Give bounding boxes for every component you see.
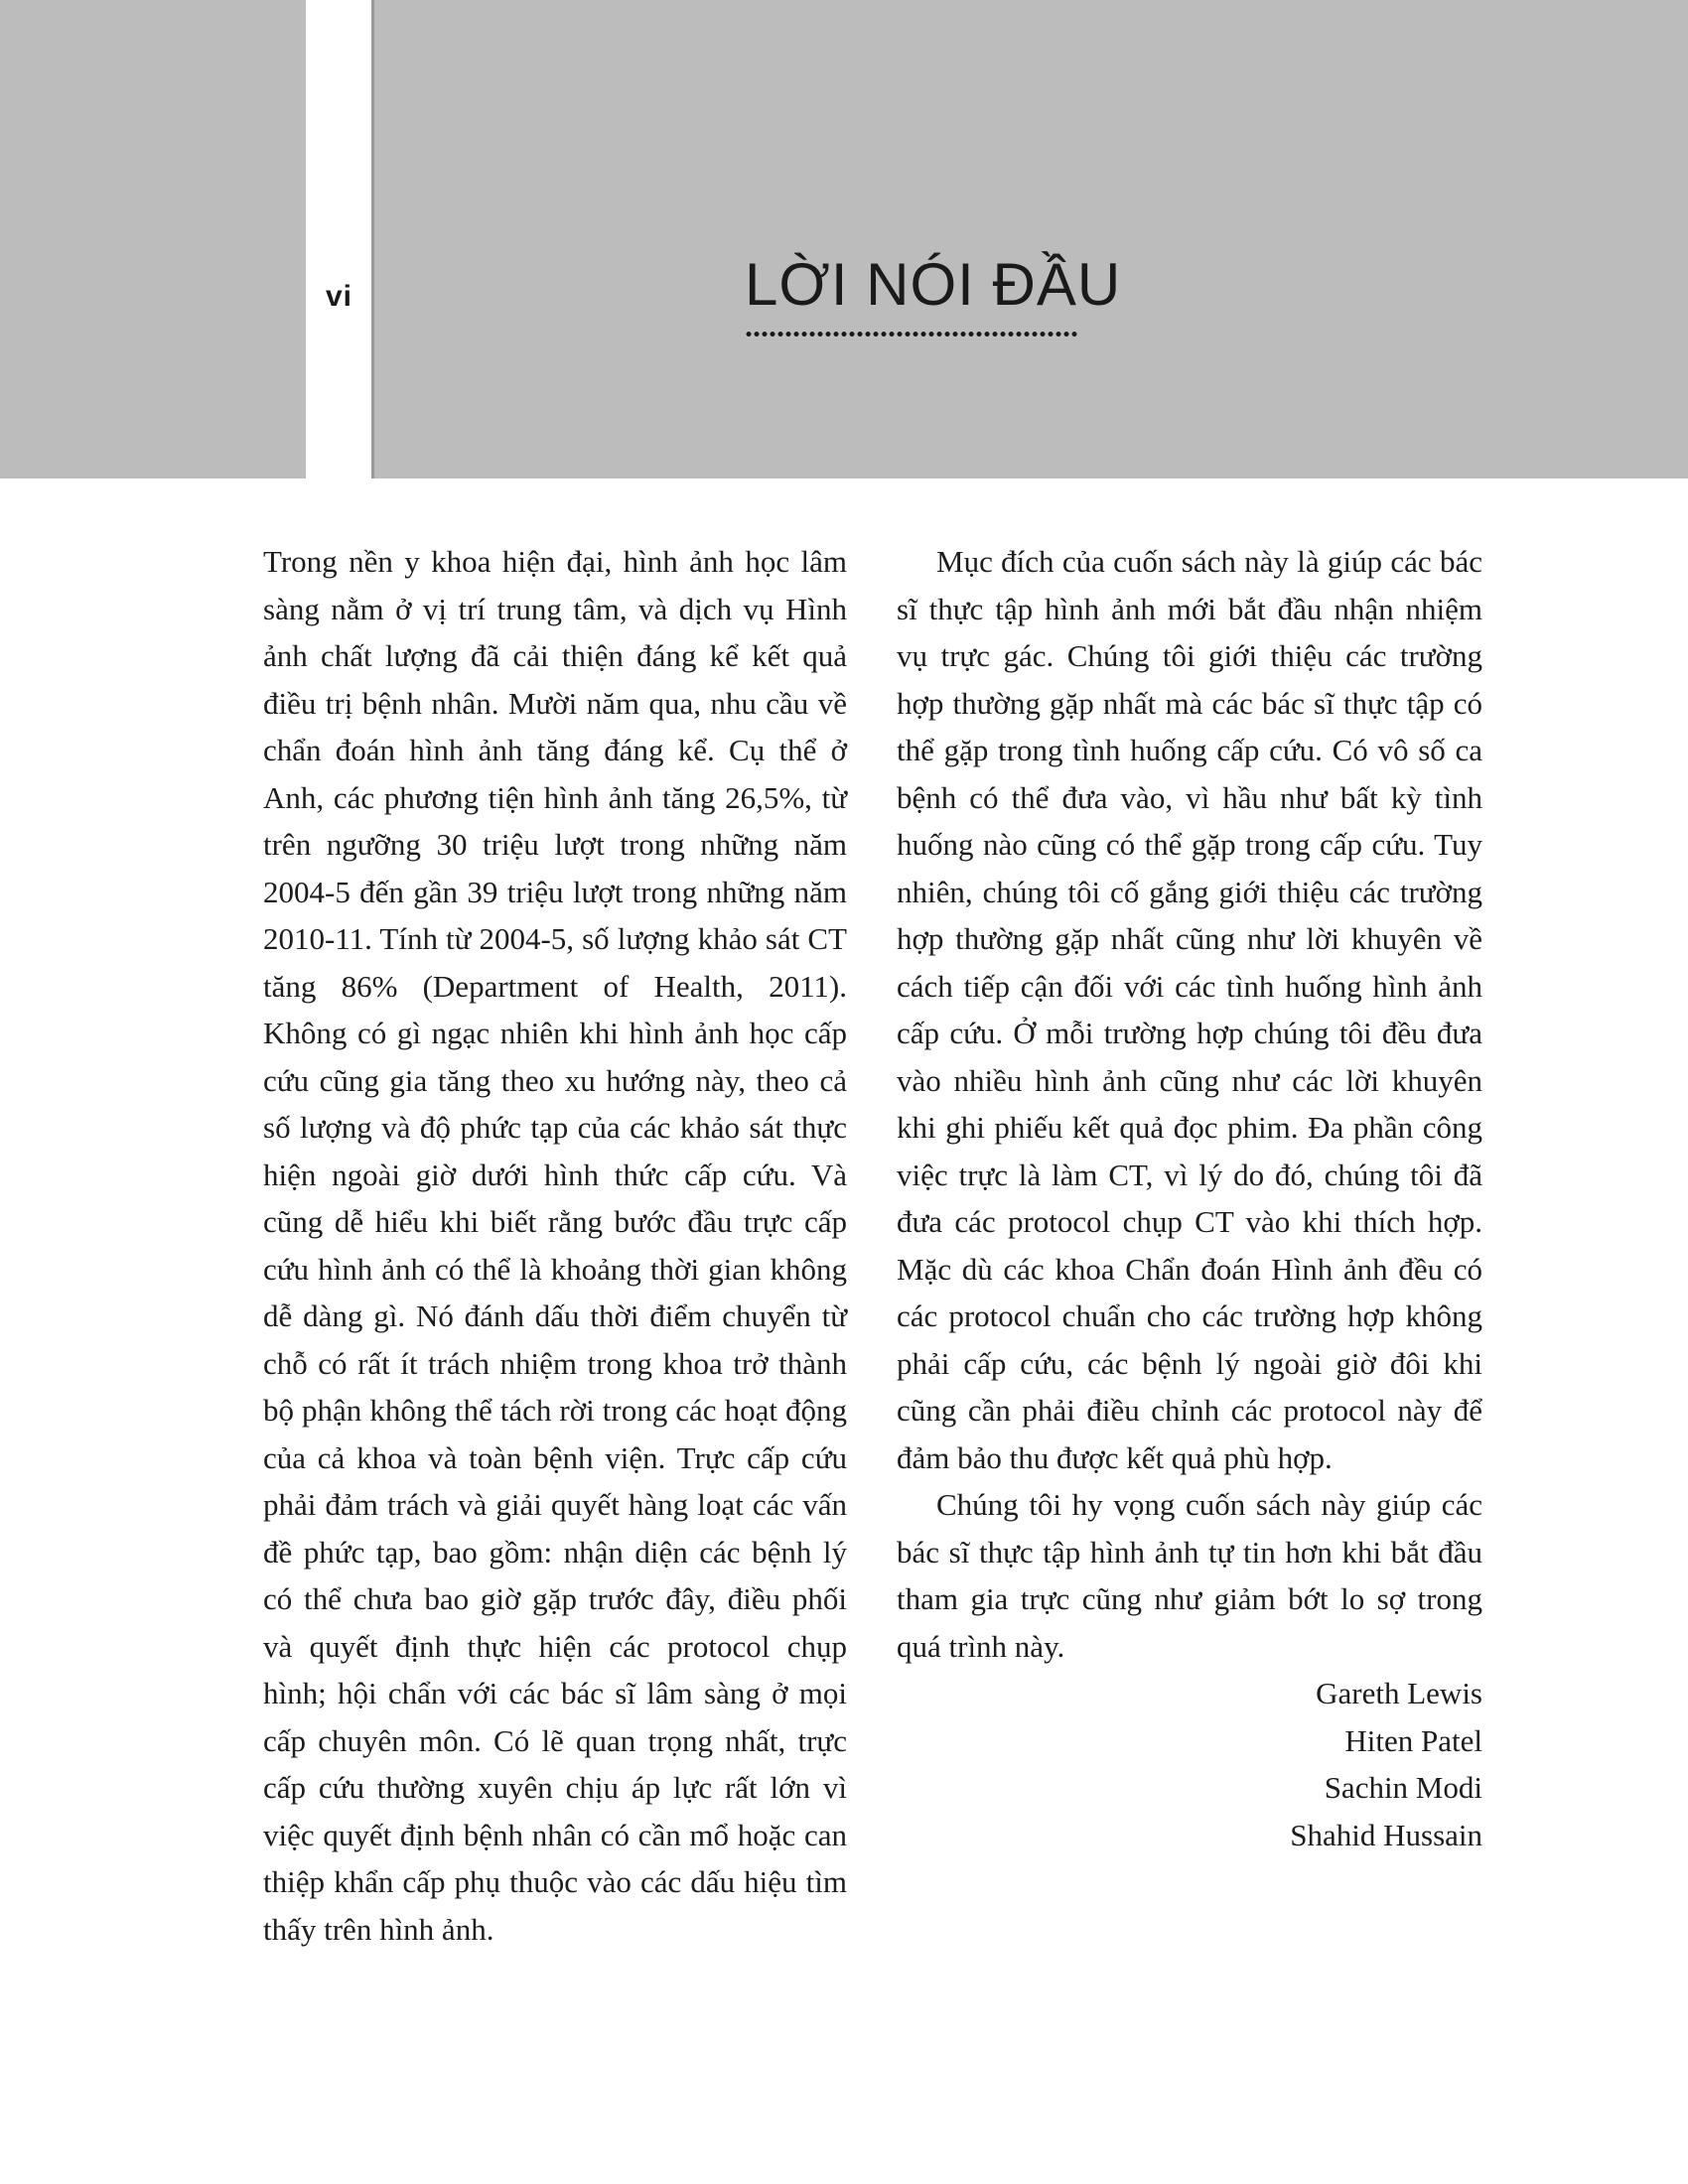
header-band: [0, 0, 1688, 478]
header-margin-gap: [306, 0, 373, 478]
body-paragraph: Chúng tôi hy vọng cuốn sách này giúp các bác sĩ thực tập hình ảnh tự tin hơn khi bắt đầu tham gia trực cũng như giảm bớt lo sợ trong quá trình này.: [897, 1487, 1482, 1664]
right-text-column: [897, 538, 1482, 1858]
chapter-title: LỜI NÓI ĐẦU: [745, 251, 1122, 318]
body-paragraph: Mục đích của cuốn sách này là giúp các bác sĩ thực tập hình ảnh mới bắt đầu nhận nhiệm vụ trực gác. Chúng tôi giới thiệu các trường hợp thường gặp nhất mà các bác sĩ thực tập có thể gặp trong tình huống cấp cứu. Có vô số ca bệnh có thể đưa vào, vì hầu như bất kỳ tình huống nào cũng có thể gặp trong cấp cứu. Tuy nhiên, chúng tôi cố gắng giới thiệu các trường hợp thường gặp nhất cũng như lời khuyên về cách tiếp cận đối với các tình huống hình ảnh cấp cứu. Ở mỗi trường hợp chúng tôi đều đưa vào nhiều hình ảnh cũng như các lời khuyên khi ghi phiếu kết quả đọc phim. Đa phần công việc trực là làm CT, vì lý do đó, chúng tôi đã đưa các protocol chụp CT vào khi thích hợp. Mặc dù các khoa Chẩn đoán Hình ảnh đều có các protocol chuẩn cho các trường hợp không phải cấp cứu, các bệnh lý ngoài giờ đôi khi cũng cần phải điều chỉnh các protocol này để đảm bảo thu được kết quả phù hợp.: [897, 544, 1482, 1475]
author-name: Hiten Patel: [1344, 1722, 1482, 1758]
page-number: vi: [326, 280, 353, 313]
author-name: Sachin Modi: [1324, 1770, 1482, 1805]
title-dotted-underline: [745, 332, 1078, 337]
author-name: Shahid Hussain: [1290, 1817, 1482, 1852]
left-text-column: [263, 538, 847, 1953]
author-name: Gareth Lewis: [1316, 1676, 1482, 1710]
author-signatures: [897, 1670, 1482, 1858]
header-divider-line: [371, 0, 374, 478]
body-paragraph: Trong nền y khoa hiện đại, hình ảnh học lâm sàng nằm ở vị trí trung tâm, và dịch vụ Hình ảnh chất lượng đã cải thiện đáng kể kết quả điều trị bệnh nhân. Mười năm qua, nhu cầu về chẩn đoán hình ảnh tăng đáng kể. Cụ thể ở Anh, các phương tiện hình ảnh tăng 26,5%, từ trên ngưỡng 30 triệu lượt trong những năm 2004-5 đến gần 39 triệu lượt trong những năm 2010-11. Tính từ 2004-5, số lượng khảo sát CT tăng 86% (Department of Health, 2011). Không có gì ngạc nhiên khi hình ảnh học cấp cứu cũng gia tăng theo xu hướng này, theo cả số lượng và độ phức tạp của các khảo sát thực hiện ngoài giờ dưới hình thức cấp cứu. Và cũng dễ hiểu khi biết rằng bước đầu trực cấp cứu hình ảnh có thể là khoảng thời gian không dễ dàng gì. Nó đánh dấu thời điểm chuyển từ chỗ có rất ít trách nhiệm trong khoa trở thành bộ phận không thể tách rời trong các hoạt động của cả khoa và toàn bệnh viện. Trực cấp cứu phải đảm trách và giải quyết hàng loạt các vấn đề phức tạp, bao gồm: nhận diện các bệnh lý có thể chưa bao giờ gặp trước đây, điều phối và quyết định thực hiện các protocol chụp hình; hội chẩn với các bác sĩ lâm sàng ở mọi cấp chuyên môn. Có lẽ quan trọng nhất, trực cấp cứu thường xuyên chịu áp lực rất lớn vì việc quyết định bệnh nhân có cần mổ hoặc can thiệp khẩn cấp phụ thuộc vào các dấu hiệu tìm thấy trên hình ảnh.: [263, 544, 847, 1947]
